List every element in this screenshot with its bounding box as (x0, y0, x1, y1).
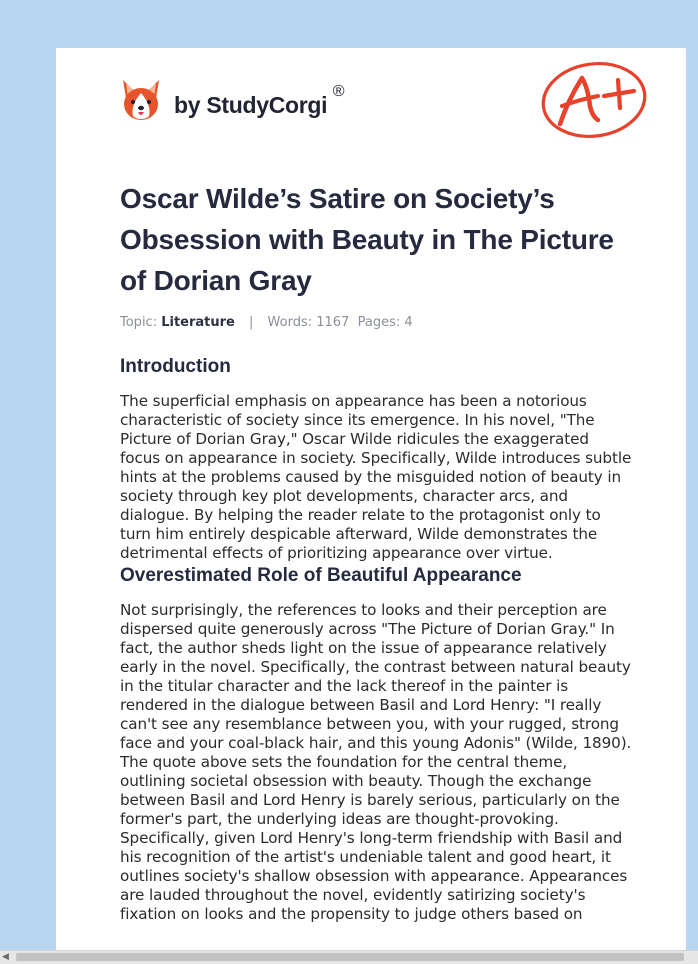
horizontal-scrollbar[interactable] (0, 950, 698, 964)
article-title: Oscar Wilde’s Satire on Society’s Obsession with Beauty in The Picture of Dorian Gray (120, 183, 614, 296)
brand-name-text: by StudyCorgi (174, 91, 328, 118)
corgi-icon (121, 78, 161, 122)
brand-logo[interactable] (121, 76, 345, 124)
section-heading-introduction: Introduction (120, 356, 231, 377)
brand-name (174, 82, 345, 119)
a-plus-icon (538, 60, 648, 140)
page-count: Pages: 4 (357, 315, 413, 330)
meta-separator: | (249, 315, 254, 330)
section-paragraph-beautiful-appearance: Not surprisingly, the references to looks and their perception are dispersed quite generously across "The Picture of Dorian Gray." In fact, the author sheds light on the issue of appearance relatively early in the novel. Specifically, the contrast between natural beauty in the titular character and the lack thereof in the painter is rendered in the dialogue between Basil and Lord Henry: "I really can't see any resemblance between you, with your rugged, strong face and your coal-black hair, and this young Adonis" (Wilde, 1890). The quote above sets the foundation for the central theme, outlining societal obsession with beauty. Though the exchange between Basil and Lord Henry is barely serious, particularly on the former's part, the underlying ideas are thought-provoking. Specifically, given Lord Henry's long-term friendship with Basil and his recognition of the artist's undeniable talent and good heart, it outlines society's shallow obsession with appearance. Appearances are lauded throughout the novel, evidently satirizing society's fixation on looks and the propensity to judge others based on (120, 601, 632, 923)
article-meta (120, 315, 632, 330)
topic-link[interactable]: Literature (161, 315, 235, 330)
scroll-left-icon[interactable]: ◀ (2, 952, 9, 962)
scrollbar-thumb[interactable] (16, 953, 684, 961)
section-paragraph-introduction: The superficial emphasis on appearance has been a notorious characteristic of society since its emergence. In his novel, "The Picture of Dorian Gray," Oscar Wilde ridicules the exaggerated focus on appearance in society. Specifically, Wilde introduces subtle hints at the problems caused by the misguided notion of beauty in society through key plot developments, character arcs, and dialogue. By helping the reader relate to the protagonist only to turn him entirely despicable afterward, Wilde demonstrates the detrimental effects of prioritizing appearance over virtue. (120, 392, 632, 562)
topic-label: Topic: (120, 315, 158, 330)
document-page (56, 48, 686, 950)
word-count: Words: 1167 (267, 315, 350, 330)
article (120, 178, 632, 924)
section-heading-beautiful-appearance: Overestimated Role of Beautiful Appearance (120, 565, 522, 586)
registered-mark: ® (332, 82, 345, 100)
